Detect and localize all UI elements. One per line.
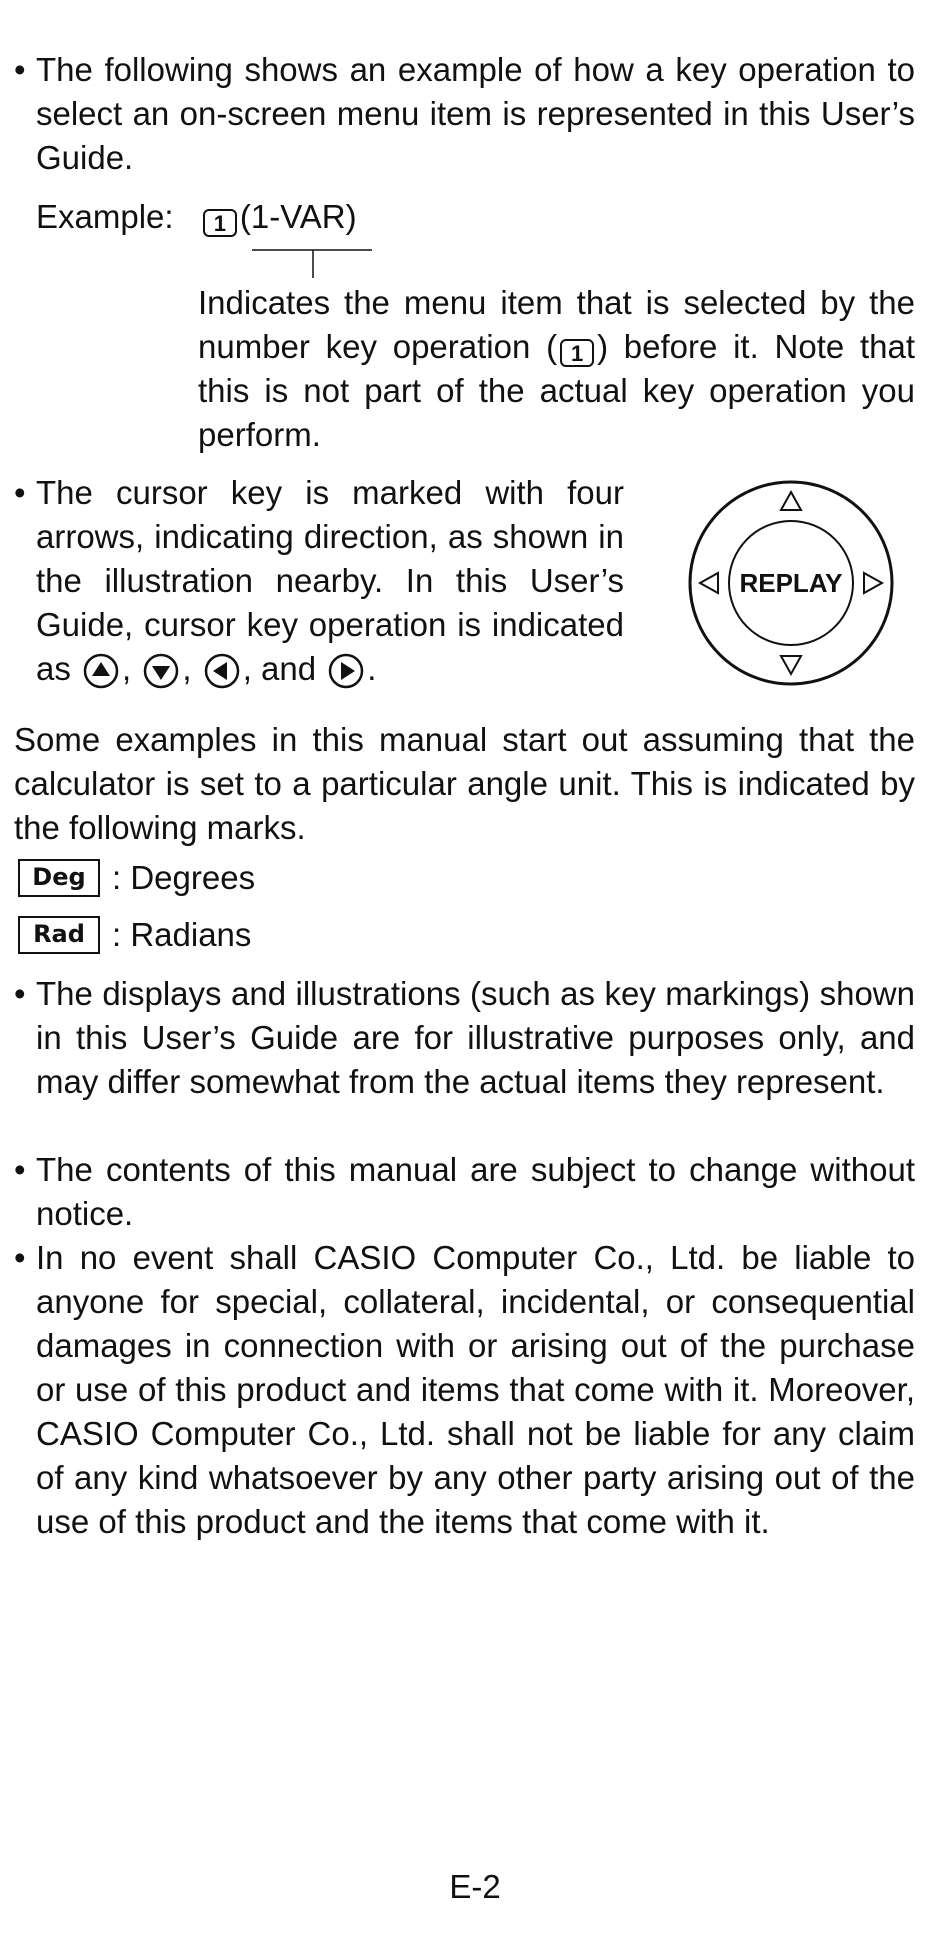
example-label: Example: [36, 198, 174, 235]
contents-disclaimer: The contents of this manual are subject to change without notice. [36, 1151, 915, 1232]
bracket-connector [250, 244, 376, 284]
note-text-part1: Indicates the menu item that is selected by the number key operation ( [198, 284, 915, 365]
angle-unit-intro: Some examples in this manual start out assuming that the calculator is set to a particular angle unit. This is indicated by the following marks. [14, 721, 915, 846]
page-number: E-2 [449, 1868, 501, 1905]
and-word: , and [242, 650, 317, 687]
bullet-marker: • [14, 1151, 26, 1188]
replay-label: REPLAY [739, 568, 843, 598]
deg-label: : Degrees [112, 859, 256, 896]
menu-item-label: (1-VAR) [239, 198, 357, 235]
liability-disclaimer: In no event shall CASIO Computer Co., Ltd. be liable to anyone for special, collateral, incidental, or consequential damages in connection with or arising out of the purchase or use of this product and items that come with it. Moreover, CASIO Computer Co., Ltd. shall not be liable for any claim of any kind whatsoever by any other party arising out of the use of this product and the items that come with it. [36, 1239, 915, 1540]
cursor-key-text: The cursor key is marked with four arrows, indicating direction, as shown in the illustration nearby. In this User’s Guide, cursor key operation is indicated as , , , and . [36, 471, 624, 691]
cursor-key-description: The cursor key is marked with four arrows, indicating direction, as shown in the illustration nearby. In this User’s Guide, cursor key operation is indicated as [36, 474, 624, 687]
deg-badge: Deg [18, 859, 100, 897]
note-text-part2: ) before it. Note that this is not part of the actual key operation you perform. [198, 328, 915, 453]
bullet-marker: • [14, 975, 26, 1012]
cursor-key-illustration [686, 478, 896, 688]
example-line [36, 195, 357, 239]
bullet-marker: • [14, 1239, 26, 1276]
number-key-1: 1 [203, 209, 237, 237]
bullet-marker: • [14, 51, 26, 88]
example-note [198, 281, 915, 457]
rad-badge: Rad [18, 916, 100, 954]
bullet-marker: • [14, 474, 26, 511]
left-arrow-key-icon [203, 652, 241, 690]
right-arrow-key-icon [327, 652, 365, 690]
rad-label: : Radians [112, 916, 252, 953]
displays-disclaimer: The displays and illustrations (such as key markings) shown in this User’s Guide are for illustrative purposes only, and may differ somewhat from the actual items they represent. [36, 975, 915, 1100]
number-key-1-inline: 1 [560, 339, 594, 367]
menu-example-text: The following shows an example of how a key operation to select an on-screen menu item is represented in this User’s Guide. [36, 51, 915, 176]
down-arrow-key-icon [142, 652, 180, 690]
up-arrow-key-icon [82, 652, 120, 690]
